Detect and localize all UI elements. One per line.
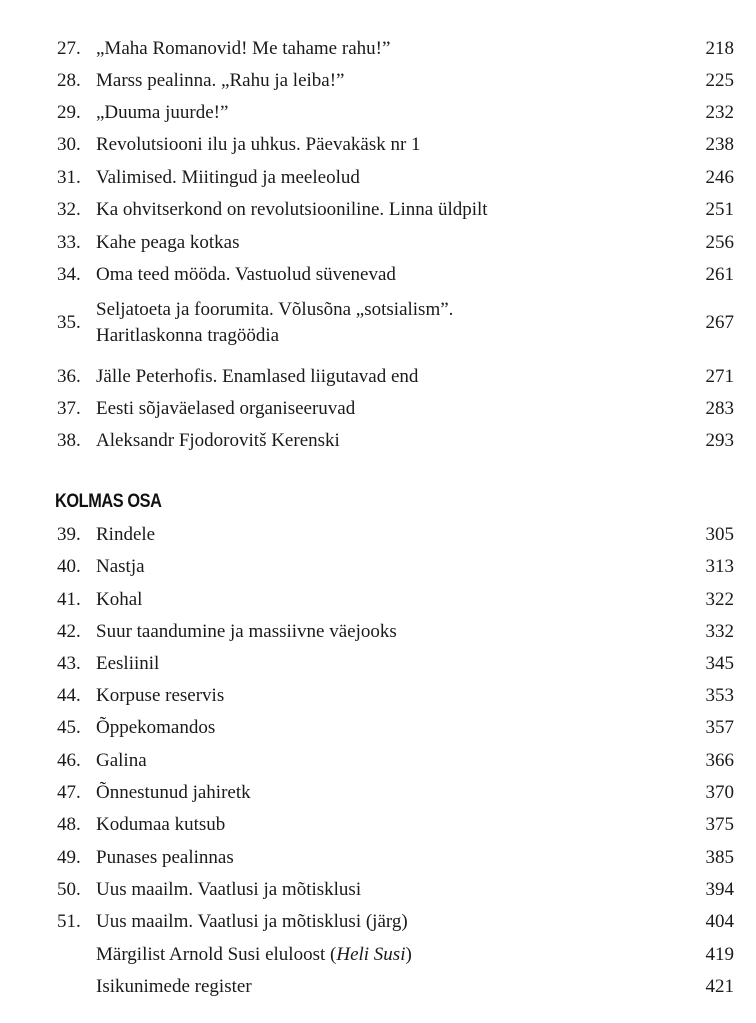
entry-number: 46.	[57, 750, 81, 771]
entry-page: 421	[705, 976, 734, 997]
entry-number: 49.	[57, 847, 81, 868]
entry-page: 256	[705, 232, 734, 253]
entry-page: 267	[705, 312, 734, 333]
toc-entry	[0, 364, 756, 390]
entry-title: Aleksandr Fjodorovitš Kerenski	[96, 430, 340, 451]
entry-page: 419	[705, 944, 734, 965]
entry-number: 28.	[57, 70, 81, 91]
entry-title: Eesti sõjaväelased organiseeruvad	[96, 398, 356, 419]
entry-title: Seljatoeta ja foorumita. Võlusõna „sotsialism”.	[96, 299, 454, 320]
toc-entry	[0, 100, 756, 126]
entry-title: Suur taandumine ja massiivne väejooks	[96, 621, 397, 642]
entry-title: Korpuse reservis	[96, 685, 225, 706]
entry-title-text: Märgilist Arnold Susi eluloost (	[96, 944, 337, 965]
entry-title: „Maha Romanovid! Me tahame rahu!”	[96, 38, 391, 59]
toc-entry	[0, 812, 756, 838]
entry-title-continued: Haritlaskonna tragöödia	[96, 325, 280, 346]
entry-number: 41.	[57, 589, 81, 610]
toc-entry-appendix	[0, 942, 756, 968]
entry-number: 32.	[57, 199, 81, 220]
entry-title: Punases pealinnas	[96, 847, 234, 868]
entry-number: 38.	[57, 430, 81, 451]
toc-entry	[0, 554, 756, 580]
entry-title: Oma teed mööda. Vastuolud süvenevad	[96, 264, 396, 285]
toc-entry-appendix	[0, 974, 756, 1000]
entry-title	[96, 942, 412, 968]
entry-page: 345	[705, 653, 734, 674]
entry-page: 375	[705, 814, 734, 835]
entry-number: 44.	[57, 685, 81, 706]
toc-entry	[0, 715, 756, 741]
entry-title: Kahe peaga kotkas	[96, 232, 240, 253]
entry-number: 48.	[57, 814, 81, 835]
section-heading: KOLMAS OSA	[55, 491, 162, 512]
entry-title: Rindele	[96, 524, 156, 545]
entry-title: Eesliinil	[96, 653, 160, 674]
entry-page: 357	[705, 717, 734, 738]
entry-page: 218	[705, 38, 734, 59]
entry-title: Kohal	[96, 589, 143, 610]
entry-title: Uus maailm. Vaatlusi ja mõtisklusi (järg)	[96, 911, 408, 932]
entry-page: 246	[705, 167, 734, 188]
entry-page: 370	[705, 782, 734, 803]
toc-entry	[0, 587, 756, 613]
entry-title: Uus maailm. Vaatlusi ja mõtisklusi	[96, 879, 362, 900]
entry-page: 353	[705, 685, 734, 706]
entry-page: 251	[705, 199, 734, 220]
toc-entry	[0, 651, 756, 677]
entry-title: Kodumaa kutsub	[96, 814, 226, 835]
entry-number: 42.	[57, 621, 81, 642]
entry-title: Õnnestunud jahiretk	[96, 782, 251, 803]
entry-page: 322	[705, 589, 734, 610]
toc-entry	[0, 428, 756, 454]
entry-number: 36.	[57, 366, 81, 387]
entry-number: 31.	[57, 167, 81, 188]
entry-number: 29.	[57, 102, 81, 123]
entry-page: 313	[705, 556, 734, 577]
entry-title: Isikunimede register	[96, 976, 252, 997]
toc-entry	[0, 845, 756, 871]
entry-page: 225	[705, 70, 734, 91]
entry-page: 271	[705, 366, 734, 387]
entry-number: 37.	[57, 398, 81, 419]
toc-entry	[0, 396, 756, 422]
entry-page: 283	[705, 398, 734, 419]
toc-entry	[0, 877, 756, 903]
entry-title: Jälle Peterhofis. Enamlased liigutavad end	[96, 366, 419, 387]
entry-number: 34.	[57, 264, 81, 285]
entry-page: 261	[705, 264, 734, 285]
toc-entry	[0, 197, 756, 223]
entry-page: 305	[705, 524, 734, 545]
entry-page: 332	[705, 621, 734, 642]
entry-number: 47.	[57, 782, 81, 803]
toc-entry	[0, 165, 756, 191]
entry-title-end: )	[405, 944, 412, 965]
toc-entry	[0, 230, 756, 256]
entry-title: Marss pealinna. „Rahu ja leiba!”	[96, 70, 345, 91]
entry-number: 33.	[57, 232, 81, 253]
entry-page: 238	[705, 134, 734, 155]
entry-page: 366	[705, 750, 734, 771]
toc-entry	[0, 909, 756, 935]
entry-title-author: Heli Susi	[336, 944, 406, 965]
entry-number: 30.	[57, 134, 81, 155]
entry-title: Ka ohvitserkond on revolutsiooniline. Linna üldpilt	[96, 199, 488, 220]
entry-number: 27.	[57, 38, 81, 59]
entry-page: 394	[705, 879, 734, 900]
entry-page: 293	[705, 430, 734, 451]
entry-page: 404	[705, 911, 734, 932]
entry-title: Valimised. Miitingud ja meeleolud	[96, 167, 360, 188]
entry-title: Nastja	[96, 556, 145, 577]
toc-entry	[0, 68, 756, 94]
entry-number: 43.	[57, 653, 81, 674]
toc-entry	[0, 619, 756, 645]
entry-number: 50.	[57, 879, 81, 900]
entry-number: 51.	[57, 911, 81, 932]
toc-entry	[0, 780, 756, 806]
entry-number: 35.	[57, 312, 81, 333]
toc-entry	[0, 132, 756, 158]
entry-number: 45.	[57, 717, 81, 738]
entry-title: Galina	[96, 750, 147, 771]
entry-title: Revolutsiooni ilu ja uhkus. Päevakäsk nr 1	[96, 134, 421, 155]
entry-number: 40.	[57, 556, 81, 577]
toc-entry	[0, 748, 756, 774]
toc-entry	[0, 297, 756, 349]
entry-number: 39.	[57, 524, 81, 545]
entry-page: 232	[705, 102, 734, 123]
entry-page: 385	[705, 847, 734, 868]
toc-entry	[0, 262, 756, 288]
toc-entry	[0, 36, 756, 62]
entry-title: „Duuma juurde!”	[96, 102, 229, 123]
toc-entry	[0, 522, 756, 548]
entry-title: Õppekomandos	[96, 717, 216, 738]
toc-entry	[0, 683, 756, 709]
